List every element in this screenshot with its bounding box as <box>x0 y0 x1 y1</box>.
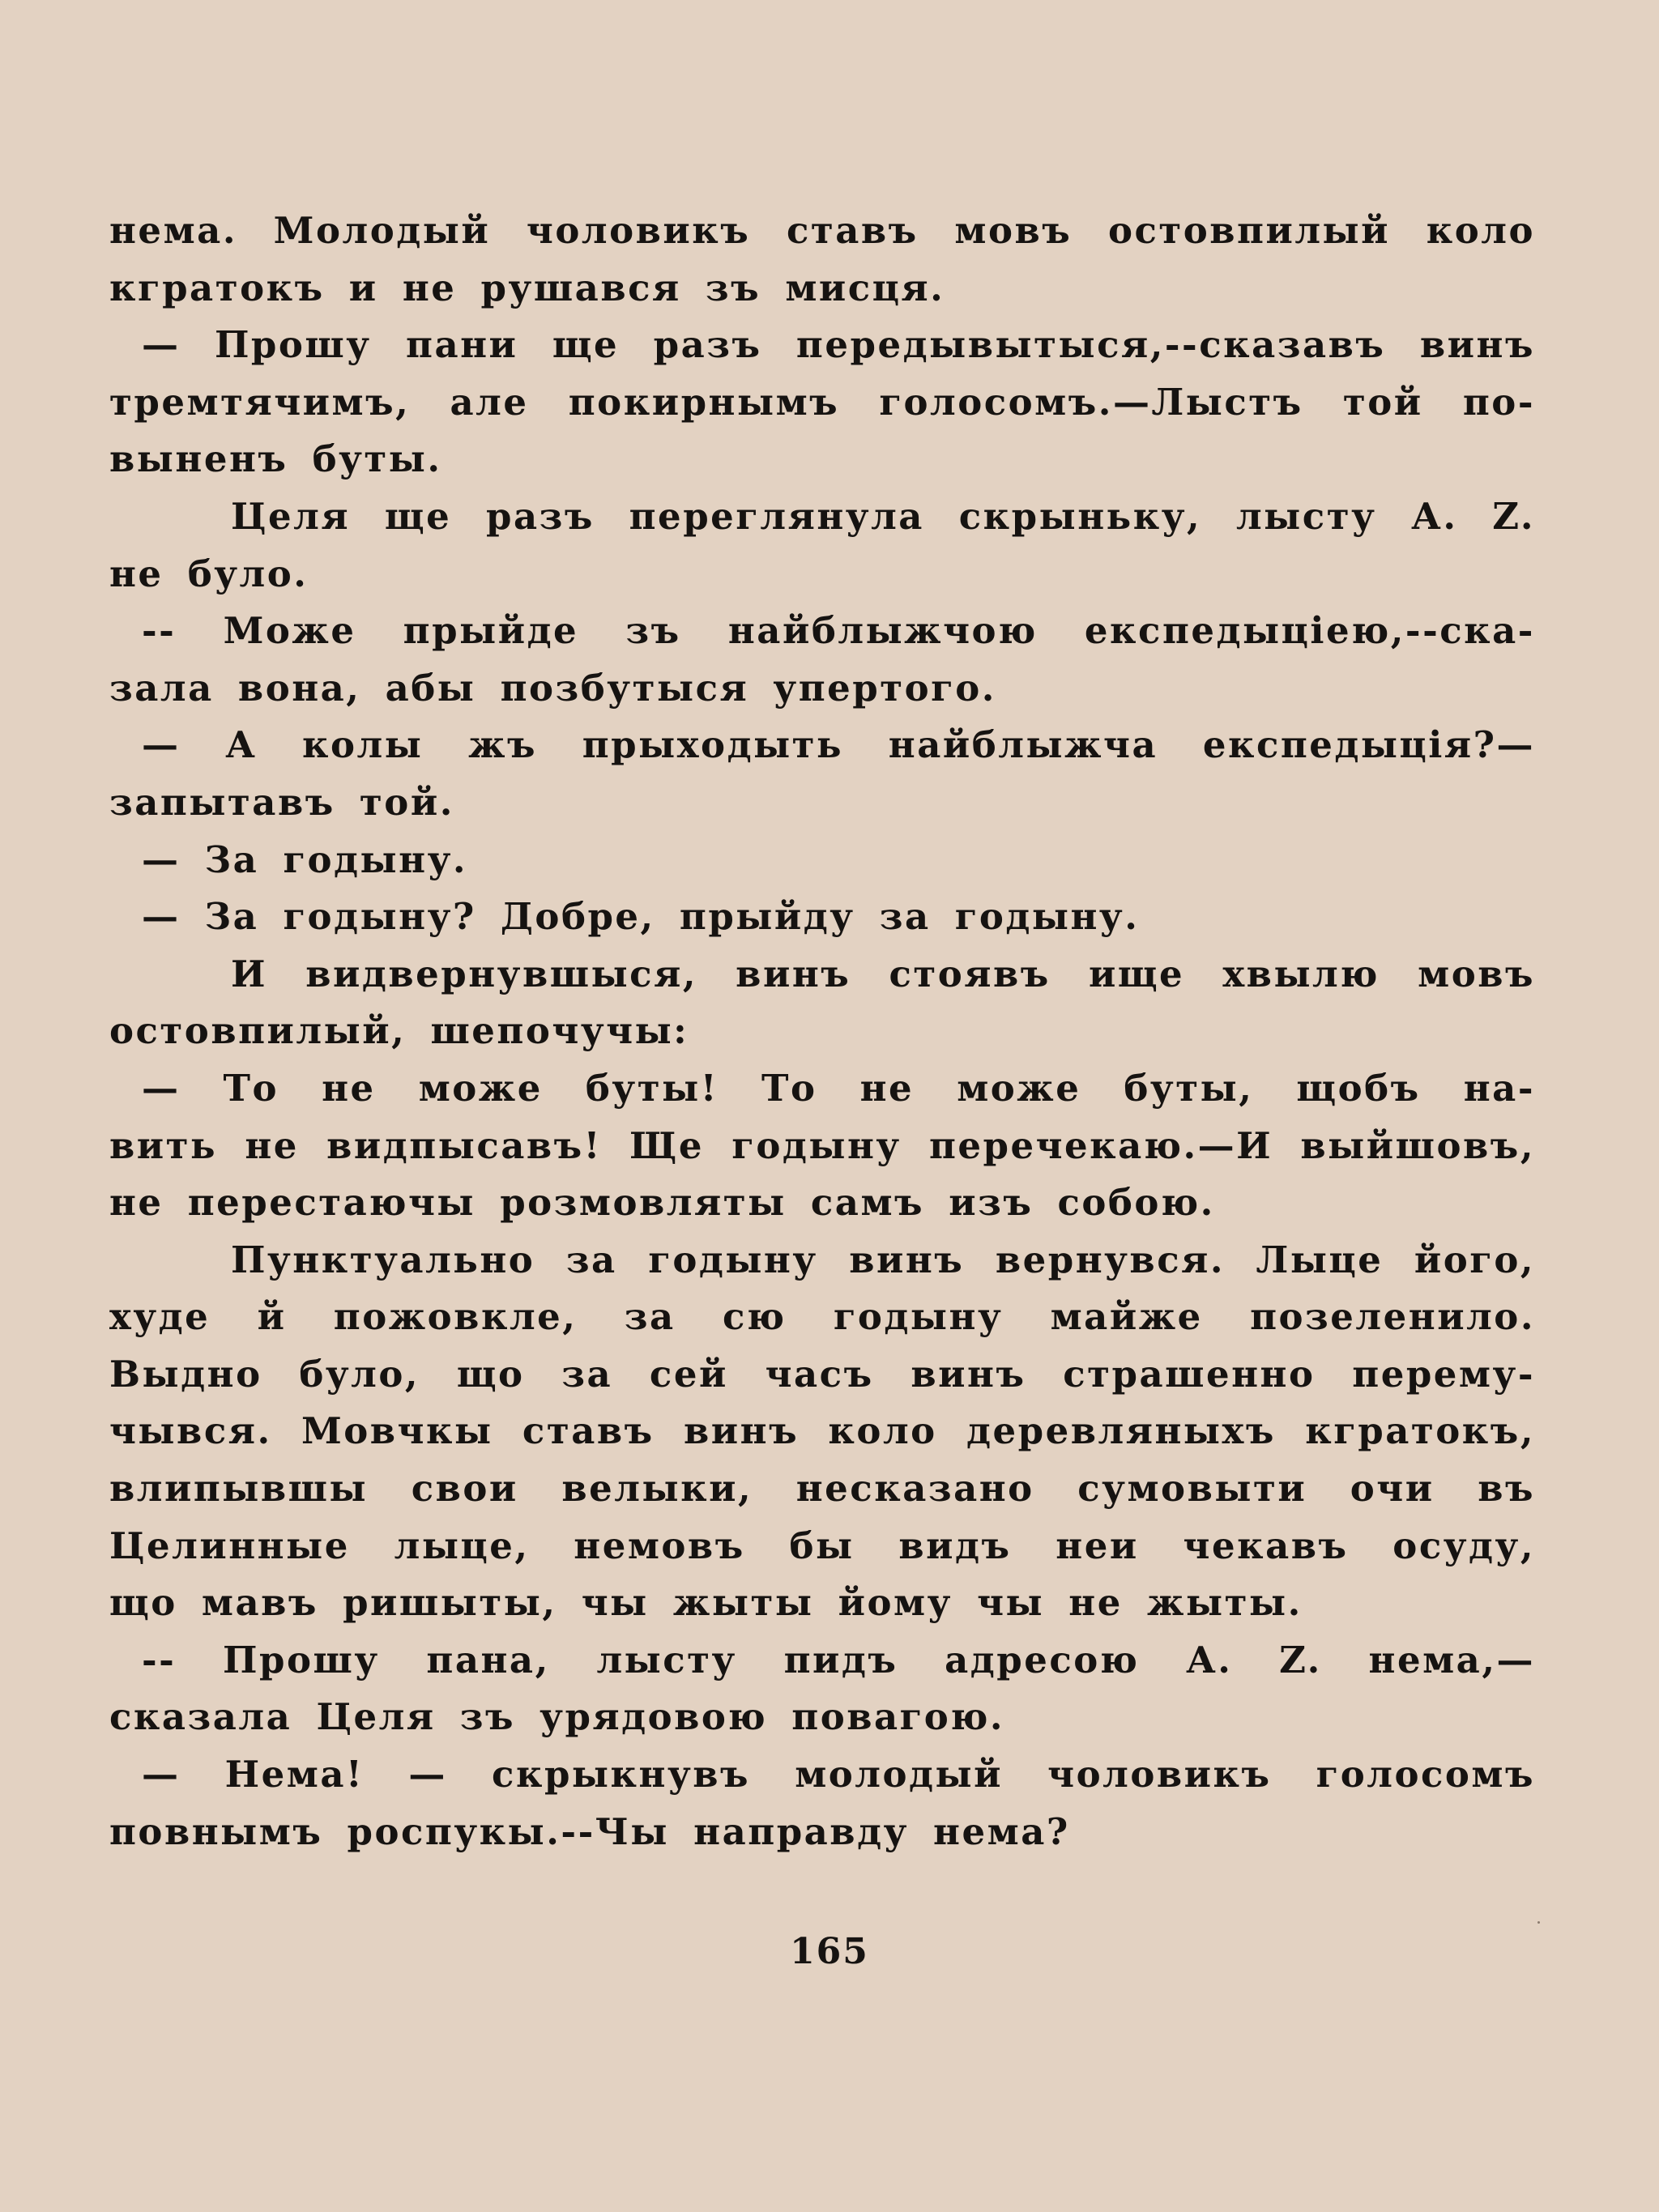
text-line: тремтячимъ, але покирнымъ голосомъ.—Лыстъ той по- <box>109 380 1535 424</box>
text-line: — За годыну. <box>142 837 468 881</box>
text-line: що мавъ ришыты, чы жыты йому чы не жыты. <box>109 1581 1303 1625</box>
text-line: не перестаючы розмовляты самъ изъ собою. <box>109 1181 1215 1225</box>
text-line: Целя ще разъ переглянула скрыньку, лысту А. Z. <box>231 494 1535 538</box>
text-line: — Нема! — скрыкнувъ молодый чоловикъ голосомъ <box>142 1753 1535 1796</box>
text-line: нема. Молодый чоловикъ ставъ мовъ остовпилый коло <box>109 209 1535 252</box>
text-line: чывся. Мовчкы ставъ винъ коло деревляныхъ кгратокъ, <box>109 1409 1535 1453</box>
text-line: -- Прошу пана, лысту пидъ адресою А. Z. нема,— <box>142 1638 1535 1681</box>
text-line: кгратокъ и не рушався зъ мисця. <box>109 266 945 309</box>
text-line: не було. <box>109 552 309 595</box>
text-line: Выдно було, що за сей часъ винъ страшенно перему- <box>109 1352 1535 1396</box>
text-line: — То не може буты! То не може буты, щобъ на- <box>142 1066 1535 1110</box>
text-line: худе й пожовкле, за сю годыну майже позеленило. <box>109 1295 1535 1339</box>
body-text <box>109 202 1535 1860</box>
text-line: запытавъ той. <box>109 780 454 824</box>
text-line: выненъ буты. <box>109 437 442 481</box>
text-line: — Прошу пани ще разъ передывытыся,--сказавъ винъ <box>142 323 1535 367</box>
text-line: И видвернувшыся, винъ стоявъ ище хвылю мовъ <box>231 952 1535 995</box>
text-line: сказала Целя зъ урядовою повагою. <box>109 1695 1005 1739</box>
text-line: Пунктуально за годыну винъ вернувся. Лыце його, <box>231 1238 1535 1281</box>
text-line: — А колы жъ прыходыть найблыжча експедыція?— <box>142 723 1535 767</box>
page-number: 165 <box>790 1931 869 1972</box>
print-speck <box>1537 1921 1540 1924</box>
text-line: — За годыну? Добре, прыйду за годыну. <box>142 895 1140 939</box>
text-line: зала вона, абы позбутыся упертого. <box>109 666 996 710</box>
text-line: остовпилый, шепочучы: <box>109 1009 689 1053</box>
text-line: повнымъ роспукы.--Чы направду нема? <box>109 1809 1070 1853</box>
text-line: вить не видпысавъ! Ще годыну перечекаю.—И выйшовъ, <box>109 1123 1535 1167</box>
text-line: -- Може прыйде зъ найблыжчою експедыціею,--ска- <box>142 609 1535 653</box>
text-line: Целинные лыце, немовъ бы видъ неи чекавъ осуду, <box>109 1524 1535 1567</box>
text-line: влипывшы свои велыки, несказано сумовыти очи въ <box>109 1467 1535 1511</box>
